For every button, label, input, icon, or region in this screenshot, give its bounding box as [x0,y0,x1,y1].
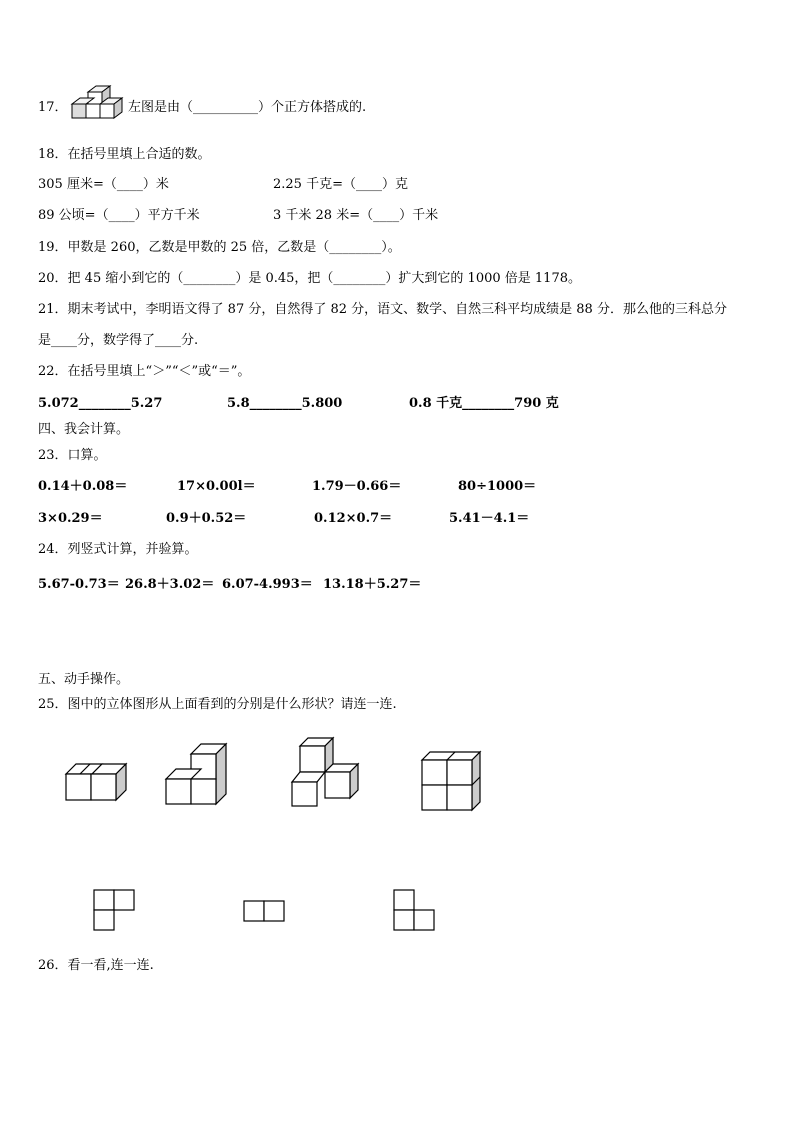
q23-r1-c3: 1.79－0.66＝ [312,479,402,494]
q23-r2-c3: 0.12×0.7＝ [314,511,393,526]
top-view-2 [242,899,288,923]
solid-figure-1 [60,758,130,804]
q22-item-3: 0.8 千克________790 克 [409,396,559,411]
q24-title: 24．列竖式计算，并验算。 [38,542,198,557]
q18-item-2: 2.25 千克=（____）克 [273,177,408,192]
q18-item-4: 3 千米 28 米=（____）千米 [273,208,439,223]
q25: 25．图中的立体图形从上面看到的分别是什么形状？请连一连. [38,697,397,712]
q23-r2-c4: 5.41－4.1＝ [449,511,530,526]
q18-title: 18．在括号里填上合适的数。 [38,147,211,162]
q20: 20．把 45 缩小到它的（________）是 0.45，把（________）扩大到它的 1000 倍是 1178。 [38,271,581,286]
q24-item-2: 26.8＋3.02＝ [125,577,215,592]
q21-line1: 21．期末考试中，李明语文得了 87 分，自然得了 82 分，语文、数学、自然三科平均成绩是 88 分．那么他的三科总分 [38,302,727,317]
solid-figure-3 [288,736,364,808]
top-view-1 [92,888,138,934]
q23-r1-c4: 80÷1000＝ [458,479,537,494]
q23-r1-c1: 0.14＋0.08＝ [38,479,128,494]
q24-item-3: 6.07-4.993＝ [222,577,313,592]
section-4-heading: 四、我会计算。 [38,422,130,437]
q17-cube-figure [66,84,126,126]
q18-item-1: 305 厘米=（____）米 [38,177,169,192]
solid-figure-2 [160,742,230,806]
q24-item-4: 13.18＋5.27＝ [323,577,422,592]
q22-title: 22．在括号里填上“＞”“＜”或“＝”。 [38,364,251,379]
q23-r2-c2: 0.9＋0.52＝ [166,511,247,526]
q23-r2-c1: 3×0.29＝ [38,511,103,526]
top-view-3 [392,888,438,934]
q24-item-1: 5.67-0.73＝ [38,577,120,592]
q23-r1-c2: 17×0.00l＝ [177,479,256,494]
q22-item-2: 5.8________5.800 [227,396,343,411]
q17-number: 17． [38,100,68,115]
q23-title: 23．口算。 [38,448,107,463]
q19: 19．甲数是 260，乙数是甲数的 25 倍，乙数是（________）。 [38,240,401,255]
solid-figure-4 [418,748,484,814]
section-5-heading: 五、动手操作。 [38,672,130,687]
q21-line2: 是____分，数学得了____分. [38,333,199,348]
q17-text: 左图是由（__________）个正方体搭成的. [128,100,367,115]
q26: 26．看一看,连一连. [38,958,154,973]
q22-item-1: 5.072________5.27 [38,396,163,411]
q18-item-3: 89 公顷=（____）平方千米 [38,208,200,223]
